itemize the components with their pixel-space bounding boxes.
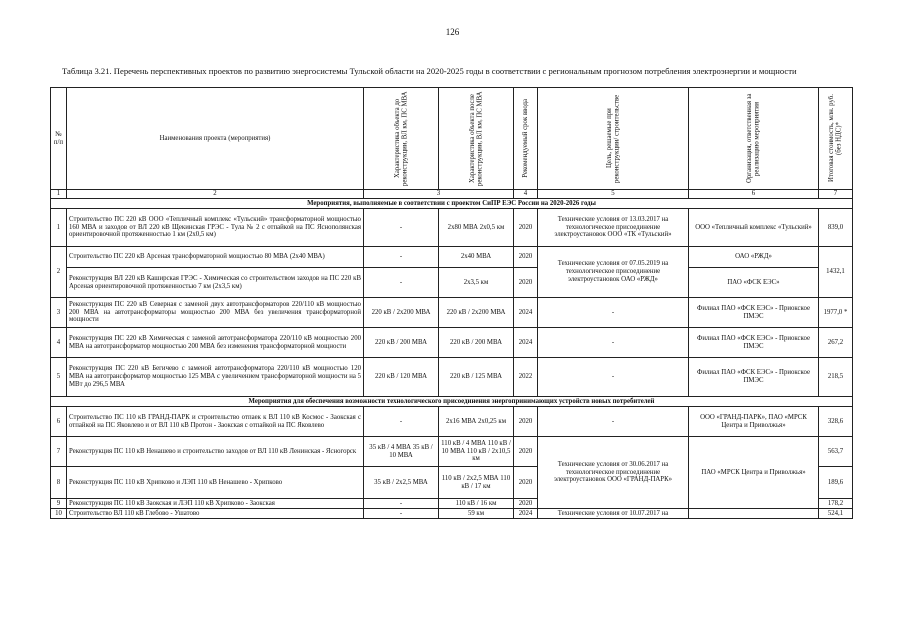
org-value: Филиал ПАО «ФСК ЕЭС» - Приокское ПМЭС xyxy=(689,358,819,397)
row-num: 9 xyxy=(51,499,67,509)
before-value: 220 кВ / 120 МВА xyxy=(364,358,439,397)
goal-value: - xyxy=(538,358,689,397)
row-num: 6 xyxy=(51,407,67,437)
project-name: Строительство ПС 220 кВ ООО «Тепличный комплекс «Тульский» трансформаторной мощностью 160 МВА и заходов от ВЛ 220 кВ Щекинская ГРЭС - Тула № 2 с отпайкой на ПС Яснополянская ориентировочной протяженностью 1 км (2х0,5 км) xyxy=(67,209,364,247)
table-row xyxy=(51,509,853,519)
year-value: 2020 xyxy=(514,467,538,499)
column-number-row xyxy=(51,190,853,199)
header-goal: Цель, решаемые при реконструкции/ строительстве xyxy=(538,88,689,190)
org-value: ПАО «ФСК ЕЭС» xyxy=(689,268,819,298)
goal-value: Технические условия от 30.06.2017 на технологическое присоединение электроустановок ООО «ГРАНД-ПАРК» xyxy=(538,437,689,509)
before-value: 220 кВ / 200 МВА xyxy=(364,328,439,358)
header-row xyxy=(51,88,853,190)
projects-table xyxy=(50,87,853,519)
org-value: ПАО «МРСК Центра и Приволжья» xyxy=(689,437,819,509)
after-value: 2х80 МВА 2х0,5 км xyxy=(439,209,514,247)
cost-value: 1977,0 * xyxy=(819,298,853,328)
after-value: 110 кВ / 2х2,5 МВА 110 кВ / 17 км xyxy=(439,467,514,499)
goal-value: Технические условия от 13.03.2017 на технологическое присоединение электроустановок ООО «ТК «Тульский» xyxy=(538,209,689,247)
header-cost: Итоговая стоимость, млн. руб. (без НДС)* xyxy=(819,88,853,190)
project-name: Строительство ВЛ 110 кВ Глебово - Ушатово xyxy=(67,509,364,519)
goal-value: - xyxy=(538,298,689,328)
row-num: 10 xyxy=(51,509,67,519)
header-num: № п/п xyxy=(51,88,67,190)
after-value: 2х3,5 км xyxy=(439,268,514,298)
table-caption: Таблица 3.21. Перечень перспективных проектов по развитию энергосистемы Тульской области на 2020-2025 годы в соответствии с региональным прогнозом потребления электроэнергии и мощности xyxy=(62,66,797,76)
org-value: Филиал ПАО «ФСК ЕЭС» - Приокское ПМЭС xyxy=(689,328,819,358)
year-value: 2020 xyxy=(514,209,538,247)
before-value: 35 кВ / 2х2,5 МВА xyxy=(364,467,439,499)
after-value: 110 кВ / 16 км xyxy=(439,499,514,509)
row-num: 3 xyxy=(51,298,67,328)
goal-value: - xyxy=(538,407,689,437)
row-num: 4 xyxy=(51,328,67,358)
cost-value: 267,2 xyxy=(819,328,853,358)
col-number: 7 xyxy=(819,190,853,199)
cost-value: 178,2 xyxy=(819,499,853,509)
project-name: Строительство ПС 220 кВ Арсеная трансформаторной мощностью 80 МВА (2х40 МВА) xyxy=(67,247,364,268)
org-value: ООО «Тепличный комплекс «Тульский» xyxy=(689,209,819,247)
cost-value: 218,5 xyxy=(819,358,853,397)
year-value: 2024 xyxy=(514,328,538,358)
col-number: 6 xyxy=(689,190,819,199)
header-before: Характеристика объекта до реконструкции, ВЛ км, ПС МВА xyxy=(364,88,439,190)
org-value xyxy=(689,509,819,519)
cost-value: 189,6 xyxy=(819,467,853,499)
section-row xyxy=(51,397,853,407)
project-name: Реконструкция ПС 220 кВ Северная с заменой двух автотрансформаторов 220/110 кВ мощностью 200 МВА на автотрансформаторы мощностью 200 МВА без увеличения трансформаторной мощности xyxy=(67,298,364,328)
year-value: 2020 xyxy=(514,247,538,268)
before-value: - xyxy=(364,509,439,519)
year-value: 2024 xyxy=(514,509,538,519)
table-row xyxy=(51,407,853,437)
after-value: 220 кВ / 125 МВА xyxy=(439,358,514,397)
org-value: ОАО «РЖД» xyxy=(689,247,819,268)
after-value: 2х16 МВА 2х0,25 км xyxy=(439,407,514,437)
org-value: Филиал ПАО «ФСК ЕЭС» - Приокское ПМЭС xyxy=(689,298,819,328)
col-number: 4 xyxy=(514,190,538,199)
table-row xyxy=(51,247,853,268)
cost-value: 563,7 xyxy=(819,437,853,467)
table-row xyxy=(51,358,853,397)
row-num: 1 xyxy=(51,209,67,247)
col-number: 3 xyxy=(364,190,514,199)
row-num: 8 xyxy=(51,467,67,499)
project-name: Реконструкция ПС 110 кВ Ненашево и строительство заходов от ВЛ 110 кВ Ленинская - Ясногорск xyxy=(67,437,364,467)
header-org: Организация, ответственная за реализацию мероприятия xyxy=(689,88,819,190)
col-number: 2 xyxy=(67,190,364,199)
after-value: 110 кВ / 4 МВА 110 кВ / 10 МВА 110 кВ / 2х10,5 км xyxy=(439,437,514,467)
year-value: 2020 xyxy=(514,437,538,467)
before-value: - xyxy=(364,268,439,298)
cost-value: 524,1 xyxy=(819,509,853,519)
project-name: Реконструкция ПС 220 кВ Химическая с заменой автотрансформатора 220/110 кВ мощностью 200 МВА на автотрансформатор мощностью 200 МВА без изменения трансформаторной мощности xyxy=(67,328,364,358)
before-value: - xyxy=(364,407,439,437)
table-row xyxy=(51,268,853,298)
row-num: 7 xyxy=(51,437,67,467)
after-value: 59 км xyxy=(439,509,514,519)
goal-value: - xyxy=(538,328,689,358)
after-value: 220 кВ / 2х200 МВА xyxy=(439,298,514,328)
header-name: Наименования проекта (мероприятия) xyxy=(67,88,364,190)
project-name: Реконструкция ПС 110 кВ Хрипково и ЛЭП 110 кВ Ненашево - Хрипково xyxy=(67,467,364,499)
project-name: Строительство ПС 110 кВ ГРАНД-ПАРК и строительство отпаек к ВЛ 110 кВ Космос - Заокская с отпайкой на ПС Яковлево и от ВЛ 110 кВ Протон - Заокская с отпайкой на ПС Яковлево xyxy=(67,407,364,437)
table-row xyxy=(51,209,853,247)
col-number: 5 xyxy=(538,190,689,199)
after-value: 2х40 МВА xyxy=(439,247,514,268)
section-title: Мероприятия для обеспечения возможности технологического присоединения энергопринимающих устройств новых потребителей xyxy=(51,397,853,407)
year-value: 2022 xyxy=(514,358,538,397)
page-number: 126 xyxy=(445,27,460,37)
cost-value: 839,0 xyxy=(819,209,853,247)
header-year: Рекомендуемый срок ввода xyxy=(514,88,538,190)
before-value: - xyxy=(364,247,439,268)
org-value: ООО «ГРАНД-ПАРК», ПАО «МРСК Центра и Приволжья» xyxy=(689,407,819,437)
year-value: 2024 xyxy=(514,298,538,328)
cost-value: 1432,1 xyxy=(819,247,853,298)
header-after: Характеристика объекта после реконструкции, ВЛ км, ПС МВА xyxy=(439,88,514,190)
before-value: - xyxy=(364,499,439,509)
cost-value: 328,6 xyxy=(819,407,853,437)
row-num: 5 xyxy=(51,358,67,397)
after-value: 220 кВ / 200 МВА xyxy=(439,328,514,358)
project-name: Реконструкция ВЛ 220 кВ Каширская ГРЭС - Химическая со строительством заходов на ПС 220 кВ Арсеная ориентировочной протяженностью 7 км (2х3,5 км) xyxy=(67,268,364,298)
before-value: - xyxy=(364,209,439,247)
goal-value: Технические условия от 10.07.2017 на xyxy=(538,509,689,519)
row-num: 2 xyxy=(51,247,67,298)
year-value: 2020 xyxy=(514,499,538,509)
year-value: 2020 xyxy=(514,407,538,437)
col-number: 1 xyxy=(51,190,67,199)
project-name: Реконструкция ПС 110 кВ Заокская и ЛЭП 110 кВ Хрипково - Заокская xyxy=(67,499,364,509)
section-title: Мероприятия, выполняемые в соответствии с проектом СиПР ЕЭС России на 2020-2026 годы xyxy=(51,199,853,209)
table-row xyxy=(51,298,853,328)
table-row xyxy=(51,437,853,467)
goal-value: Технические условия от 07.05.2019 на технологическое присоединение электроустановок ОАО «РЖД» xyxy=(538,247,689,298)
year-value: 2020 xyxy=(514,268,538,298)
table-row xyxy=(51,328,853,358)
before-value: 220 кВ / 2х200 МВА xyxy=(364,298,439,328)
before-value: 35 кВ / 4 МВА 35 кВ / 10 МВА xyxy=(364,437,439,467)
project-name: Реконструкция ПС 220 кВ Бегичево с заменой автотрансформатора 220/110 кВ мощностью 120 МВА на автотрансформатор мощностью 125 МВА с увеличением трансформаторной мощности на 5 МВт до 296,5 МВА xyxy=(67,358,364,397)
section-row xyxy=(51,199,853,209)
